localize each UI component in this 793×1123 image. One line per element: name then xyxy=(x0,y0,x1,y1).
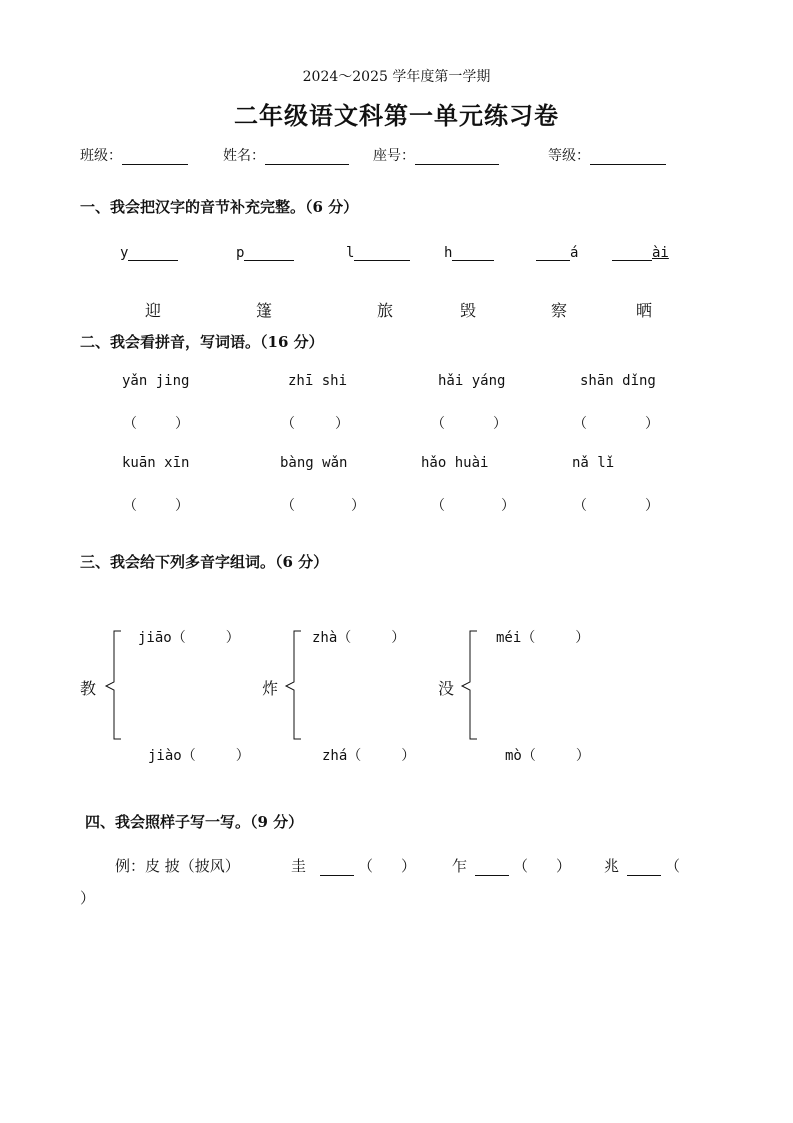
char-6: 晒 xyxy=(636,301,653,320)
syllable-item-4 xyxy=(444,245,494,261)
pinyin-3: hǎi yáng xyxy=(438,373,506,389)
polyphone-char-2: 炸 xyxy=(262,679,279,698)
grade-blank[interactable] xyxy=(590,150,666,165)
char-2: 篷 xyxy=(256,301,273,320)
exercise-char: 兆 xyxy=(604,857,620,875)
grade-label: 等级： xyxy=(548,148,590,164)
brace-icon xyxy=(282,630,302,740)
name-field xyxy=(223,145,349,165)
pinyin-7: hǎo huài xyxy=(421,455,489,471)
pinyin-2: zhī shi xyxy=(288,373,348,389)
polyphone-char-3: 没 xyxy=(438,679,455,698)
seat-blank[interactable] xyxy=(415,150,499,165)
answer-paren-7[interactable]: （ ） xyxy=(431,498,515,514)
name-label: 姓名： xyxy=(223,148,265,164)
pinyin-4: shān dǐng xyxy=(580,373,656,389)
exercise-char: 乍 xyxy=(452,857,468,875)
polyphone-bottom-1[interactable]: jiào（ ） xyxy=(148,748,250,764)
polyphone-bottom-3[interactable]: mò（ ） xyxy=(505,748,590,764)
syllable-prefix: l xyxy=(346,245,355,261)
section3-title: 三、我会给下列多音字组词。（6 分） xyxy=(80,553,329,571)
brace-icon xyxy=(102,630,122,740)
class-blank[interactable] xyxy=(122,150,188,165)
syllable-item-1 xyxy=(120,245,178,261)
syllable-suffix: á xyxy=(570,245,579,261)
polyphone-top-2[interactable]: zhà（ ） xyxy=(312,630,406,646)
syllable-blank[interactable] xyxy=(128,246,178,261)
exercise-item-1[interactable]: 圭 （ ） xyxy=(291,857,417,875)
exercise-blank[interactable] xyxy=(320,861,354,876)
answer-paren-1[interactable]: （ ） xyxy=(123,416,189,432)
exercise-item-3[interactable]: 兆 （ xyxy=(604,857,681,875)
syllable-item-6 xyxy=(612,245,669,261)
syllable-prefix: h xyxy=(444,245,453,261)
example-text: 例：皮 披（披风） xyxy=(115,857,240,875)
answer-paren-2[interactable]: （ ） xyxy=(281,416,349,432)
syllable-suffix: ài xyxy=(652,245,669,261)
char-5: 察 xyxy=(551,301,568,320)
page-title: 二年级语文科第一单元练习卷 xyxy=(234,101,559,130)
pinyin-8: nǎ lǐ xyxy=(572,455,615,471)
syllable-prefix: p xyxy=(236,245,245,261)
syllable-item-3 xyxy=(346,245,410,261)
pinyin-5: kuān xīn xyxy=(122,455,190,471)
exercise-char: 圭 xyxy=(291,857,307,875)
answer-paren-5[interactable]: （ ） xyxy=(123,498,189,514)
exercise-item-3-close: ） xyxy=(80,889,96,907)
syllable-item-5 xyxy=(536,245,578,261)
char-3: 旅 xyxy=(377,301,394,320)
exercise-blank[interactable] xyxy=(627,861,661,876)
syllable-item-2 xyxy=(236,245,294,261)
name-blank[interactable] xyxy=(265,150,349,165)
polyphone-char-1: 教 xyxy=(80,679,97,698)
char-4: 毁 xyxy=(460,301,477,320)
syllable-prefix: y xyxy=(120,245,129,261)
answer-paren-6[interactable]: （ ） xyxy=(281,498,365,514)
syllable-blank[interactable] xyxy=(244,246,294,261)
grade-field xyxy=(548,145,666,165)
syllable-blank[interactable] xyxy=(612,246,652,261)
class-field xyxy=(80,145,188,165)
exercise-blank[interactable] xyxy=(475,861,509,876)
exercise-item-2[interactable]: 乍 （ ） xyxy=(452,857,572,875)
syllable-blank[interactable] xyxy=(536,246,570,261)
seat-field xyxy=(373,145,499,165)
polyphone-bottom-2[interactable]: zhá（ ） xyxy=(322,748,416,764)
answer-paren-3[interactable]: （ ） xyxy=(431,416,507,432)
seat-label: 座号： xyxy=(373,148,415,164)
polyphone-top-1[interactable]: jiāo（ ） xyxy=(138,630,240,646)
answer-paren-4[interactable]: （ ） xyxy=(573,416,659,432)
polyphone-top-3[interactable]: méi（ ） xyxy=(496,630,590,646)
section2-title: 二、我会看拼音，写词语。（16 分） xyxy=(80,333,324,351)
school-year: 2024～2025 学年度第一学期 xyxy=(302,69,491,85)
pinyin-6: bàng wǎn xyxy=(280,455,348,471)
answer-paren-8[interactable]: （ ） xyxy=(573,498,659,514)
section4-title: 四、我会照样子写一写。（9 分） xyxy=(85,813,304,831)
syllable-blank[interactable] xyxy=(452,246,494,261)
char-1: 迎 xyxy=(145,301,162,320)
section1-title: 一、我会把汉字的音节补充完整。（6 分） xyxy=(80,198,359,216)
pinyin-1: yǎn jing xyxy=(122,373,190,389)
brace-icon xyxy=(458,630,478,740)
syllable-blank[interactable] xyxy=(354,246,410,261)
class-label: 班级： xyxy=(80,148,122,164)
